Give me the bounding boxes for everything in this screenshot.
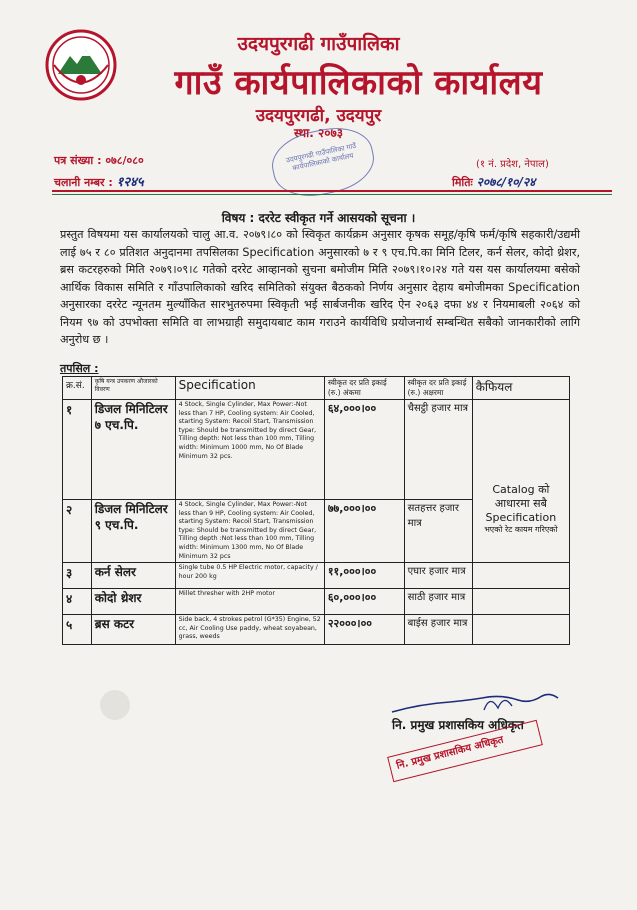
row-rate: २२०००।०० (324, 615, 404, 645)
signatory-stamp: नि. प्रमुख प्रशासकिय अधिकृत (387, 720, 543, 782)
row-spec: 4 Stock, Single Cylinder, Max Power:-Not less than 7 HP, Cooling system: Air Cooled, starting System: Recoil Start, Transmission type: Should be transmitted by direct Gear, Tilling depth: Not less than 100 mm, Tilling width: Minimum 1000 mm, No Of Blade Minimum 32 pcs. (175, 400, 324, 500)
col-rate-header: स्वीकृत दर प्रति इकाई (रु.) अंकमा (324, 377, 404, 400)
letterhead-divider-green (52, 194, 612, 195)
patra-value: ०७८/०८० (105, 154, 144, 167)
table-row (63, 589, 570, 615)
row-remark-empty (472, 615, 569, 645)
chalani-label: चलानी नम्बर : (54, 176, 113, 189)
row-remark-empty (472, 589, 569, 615)
row-remark (472, 400, 569, 563)
row-words: सतहत्तर हजार मात्र (404, 500, 472, 563)
row-item: डिजल मिनिटिलर ७ एच.पि. (91, 400, 175, 500)
row-sn: २ (63, 500, 92, 563)
col-item-header: कृषि यन्त्र उपकरण औजारको विवरण (91, 377, 175, 400)
paper-smudge (100, 690, 130, 720)
chalani-value: १२४५ (116, 175, 144, 190)
row-spec: Single tube 0.5 HP Electric motor, capacity / hour 200 kg (175, 563, 324, 589)
col-remark-header: कैफियल (472, 377, 569, 400)
row-item: कोदो थ्रेशर (91, 589, 175, 615)
municipality-name: उदयपुरगढी गाउँपालिका (237, 33, 400, 55)
row-words: बाईस हजार मात्र (404, 615, 472, 645)
col-words-header: स्वीकृत दर प्रति इकाई (रु.) अक्षरमा (404, 377, 472, 400)
row-item: कर्न सेलर (91, 563, 175, 589)
province-label: (१ नं. प्रदेश, नेपाल) (476, 159, 549, 170)
patra-label: पत्र संख्या : (54, 154, 102, 167)
row-item: ब्रस कटर (91, 615, 175, 645)
subject-line: विषय : दररेट स्वीकृत गर्ने आसयको सूचना । (221, 211, 416, 225)
office-address: उदयपुरगढी, उदयपुर (255, 106, 382, 126)
office-stamp-text: उदयपुरगढी गाउँपालिका गाउँ कार्यपालिकाको कार्यालय (285, 141, 357, 173)
office-name: गाउँ कार्यपालिकाको कार्यालय (174, 63, 543, 103)
remark-text: Catalog को आधारमा सबै Specification (485, 482, 557, 524)
row-sn: ३ (63, 563, 92, 589)
row-words: एघार हजार मात्र (404, 563, 472, 589)
letterhead-divider-red (52, 190, 612, 192)
tapasil-label: तपसिल : (60, 362, 99, 375)
row-words: चैसट्ठी हजार मात्र (404, 400, 472, 500)
patra-sankhya (54, 153, 144, 168)
table-row (63, 615, 570, 645)
date-value: २०७८/१०/२४ (476, 175, 536, 189)
row-spec: Millet thresher with 2HP motor (175, 589, 324, 615)
row-sn: १ (63, 400, 92, 500)
chalani-number (54, 172, 144, 190)
row-item: डिजल मिनिटिलर ९ एच.पि. (91, 500, 175, 563)
date-line (452, 173, 535, 190)
row-words: साठी हजार मात्र (404, 589, 472, 615)
date-label: मितिः (452, 176, 473, 189)
col-spec-header: Specification (175, 377, 324, 400)
col-sn-header: क्र.सं. (63, 377, 92, 400)
row-sn: ५ (63, 615, 92, 645)
row-rate: ७७,०००।०० (324, 500, 404, 563)
table-row (63, 400, 570, 500)
table-row (63, 563, 570, 589)
rate-table (62, 376, 570, 645)
body-paragraph: प्रस्तुत विषयमा यस कार्यालयको चालु आ.व. २०७९।८० को स्विकृत कार्यक्रम अनुसार कृषक समूह/कृषि फर्म/कृषि सहकारी/उद्यमी लाई ७५ र ८० प्रतिशत अनुदानमा तपसिलका Specification अनुसारको ७ र ९ एच.पि.का मिनि टिलर, कर्न सेलर, कोदो थ्रेशर, ब्रस कटरहरुको मिति २०७९।०९।८ गतेको दररेट आव्हानको सुचना बमोजीम मिति २०७९।१०।२४ गते यस यस कार्यालयमा बसेको आर्थिक विकास समिति र गाँउपालिकाको खरिद समितिको संयुक्त बैठकको निर्णय अनुसार देहाय बमोजीमका Specification अनुसारका दररेट न्यूनतम मुल्याँकित सारभुतरुपमा स्विकृती भई सार्बजनीक खरिद ऐन २०६३ दफा ४४ र नियमाबली २०६४ को नियम ९७ को उपभोक्ता समिति वा लाभग्राही समुदायबाट काम गराउने कार्यविधि प्रयोजनार्थ सम्बन्धित सबैको जानकारीको लागि अनुरोध छ । (60, 228, 580, 346)
remark-small-text: भएको रेट कायम गरिएको (484, 524, 558, 534)
row-sn: ४ (63, 589, 92, 615)
established-year: स्था. २०७३ (294, 126, 343, 140)
row-rate: ६४,०००।०० (324, 400, 404, 500)
row-spec: 4 Stock, Single Cylinder, Max Power:-Not less than 9 HP, Cooling system: Air Cooled, starting System: Recoil Start, Transmission type: Should be transmitted by direct Gear, Tilling depth :Not less than 100 mm, Tilling width: Minimum 1300 mm, No Of Blade Minimum 32 pcs (175, 500, 324, 563)
row-rate: ६०,०००।०० (324, 589, 404, 615)
table-header-row (63, 377, 570, 400)
signatory-title: नि. प्रमुख प्रशासकिय अधिकृत (392, 718, 524, 732)
row-spec: Side back, 4 strokes petrol (G*35) Engine, 52 cc, Air Cooling Use paddy, wheat soyabean, grass, weeds (175, 615, 324, 645)
row-rate: ११,०००।०० (324, 563, 404, 589)
row-remark-empty (472, 563, 569, 589)
handwritten-signature (390, 690, 560, 716)
